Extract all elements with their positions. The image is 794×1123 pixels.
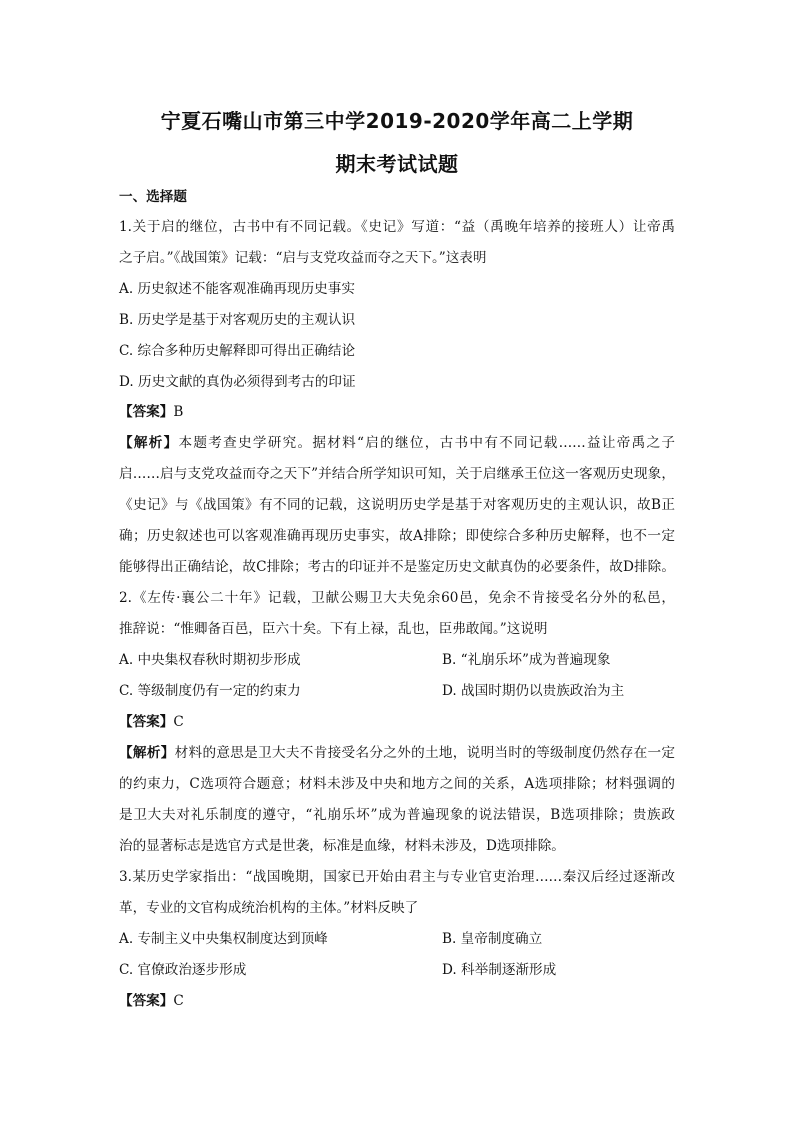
answer-line xyxy=(119,713,184,731)
question-stem: 之子启。”《战国策》记载：“启与支党攻益而夺之天下。”这表明 xyxy=(119,250,487,266)
option-c: C. 官僚政治逐步形成 xyxy=(119,962,247,978)
option-a: A. 历史叙述不能客观准确再现历史事实 xyxy=(119,281,355,297)
option-d: D. 科举制逐渐形成 xyxy=(442,962,557,978)
document-subtitle: 期末考试试题 xyxy=(335,152,459,176)
answer-value: B xyxy=(173,404,184,420)
answer-line xyxy=(119,992,184,1010)
analysis-line xyxy=(119,434,675,452)
option-b: B. 历史学是基于对客观历史的主观认识 xyxy=(119,312,356,328)
option-a: A. 专制主义中央集权制度达到顶峰 xyxy=(119,931,328,947)
question-stem: 1.关于启的继位，古书中有不同记载。《史记》写道：“益（禹晚年培养的接班人）让帝禹 xyxy=(119,219,675,235)
analysis-line: 确；历史叙述也可以客观准确再现历史事实，故A排除；即使综合多种历史解释，也不一定 xyxy=(119,528,675,544)
option-a: A. 中央集权春秋时期初步形成 xyxy=(119,652,301,668)
document-title: 宁夏石嘴山市第三中学2019-2020学年高二上学期 xyxy=(160,109,634,133)
option-d: D. 战国时期仍以贵族政治为主 xyxy=(442,683,625,699)
analysis-label: 【解析】 xyxy=(119,745,175,761)
answer-value: C xyxy=(173,714,184,730)
option-b: B. “礼崩乐坏”成为普遍现象 xyxy=(442,652,611,668)
option-c: C. 等级制度仍有一定的约束力 xyxy=(119,683,301,699)
analysis-line: 的约束力，C选项符合题意；材料未涉及中央和地方之间的关系，A选项排除；材料强调的 xyxy=(119,776,675,792)
analysis-text: 材料的意思是卫大夫不肯接受名分之外的土地，说明当时的等级制度仍然存在一定 xyxy=(174,745,676,761)
analysis-line xyxy=(119,744,675,762)
section-heading: 一、选择题 xyxy=(119,189,187,205)
analysis-line: 是卫大夫对礼乐制度的遵守，“礼崩乐坏”成为普遍现象的说法错误，B选项排除；贵族政 xyxy=(119,807,675,823)
analysis-line: 能够得出正确结论，故C排除；考古的印证并不是鉴定历史文献真伪的必要条件，故D排除。 xyxy=(119,559,675,575)
question-stem: 2.《左传·襄公二十年》记载，卫献公赐卫大夫免余60邑，免余不肯接受名分外的私邑， xyxy=(119,590,675,606)
analysis-line: 《史记》与《战国策》有不同的记载，这说明历史学是基于对客观历史的主观认识，故B正 xyxy=(119,497,675,513)
analysis-line: 启……启与支党攻益而夺之天下”并结合所学知识可知，关于启继承王位这一客观历史现象， xyxy=(119,466,675,482)
analysis-text: 本题考查史学研究。据材料“启的继位，古书中有不同记载……益让帝禹之子 xyxy=(178,435,675,451)
question-stem: 推辞说：“惟卿备百邑，臣六十矣。下有上禄，乱也，臣弗敢闻。”这说明 xyxy=(119,621,548,637)
question-stem: 革，专业的文官构成统治机构的主体。”材料反映了 xyxy=(119,900,419,916)
option-d: D. 历史文献的真伪必须得到考古的印证 xyxy=(119,374,356,390)
answer-label: 【答案】 xyxy=(119,404,174,420)
option-b: B. 皇帝制度确立 xyxy=(442,931,543,947)
answer-label: 【答案】 xyxy=(119,714,174,730)
answer-line xyxy=(119,403,183,421)
analysis-line: 治的显著标志是选官方式是世袭，标准是血缘，材料未涉及，D选项排除。 xyxy=(119,838,565,854)
answer-label: 【答案】 xyxy=(119,993,174,1009)
analysis-label: 【解析】 xyxy=(119,435,179,451)
option-c: C. 综合多种历史解释即可得出正确结论 xyxy=(119,343,356,359)
answer-value: C xyxy=(173,993,184,1009)
question-stem: 3.某历史学家指出：“战国晚期，国家已开始由君主与专业官吏治理……秦汉后经过逐渐改 xyxy=(119,869,675,885)
